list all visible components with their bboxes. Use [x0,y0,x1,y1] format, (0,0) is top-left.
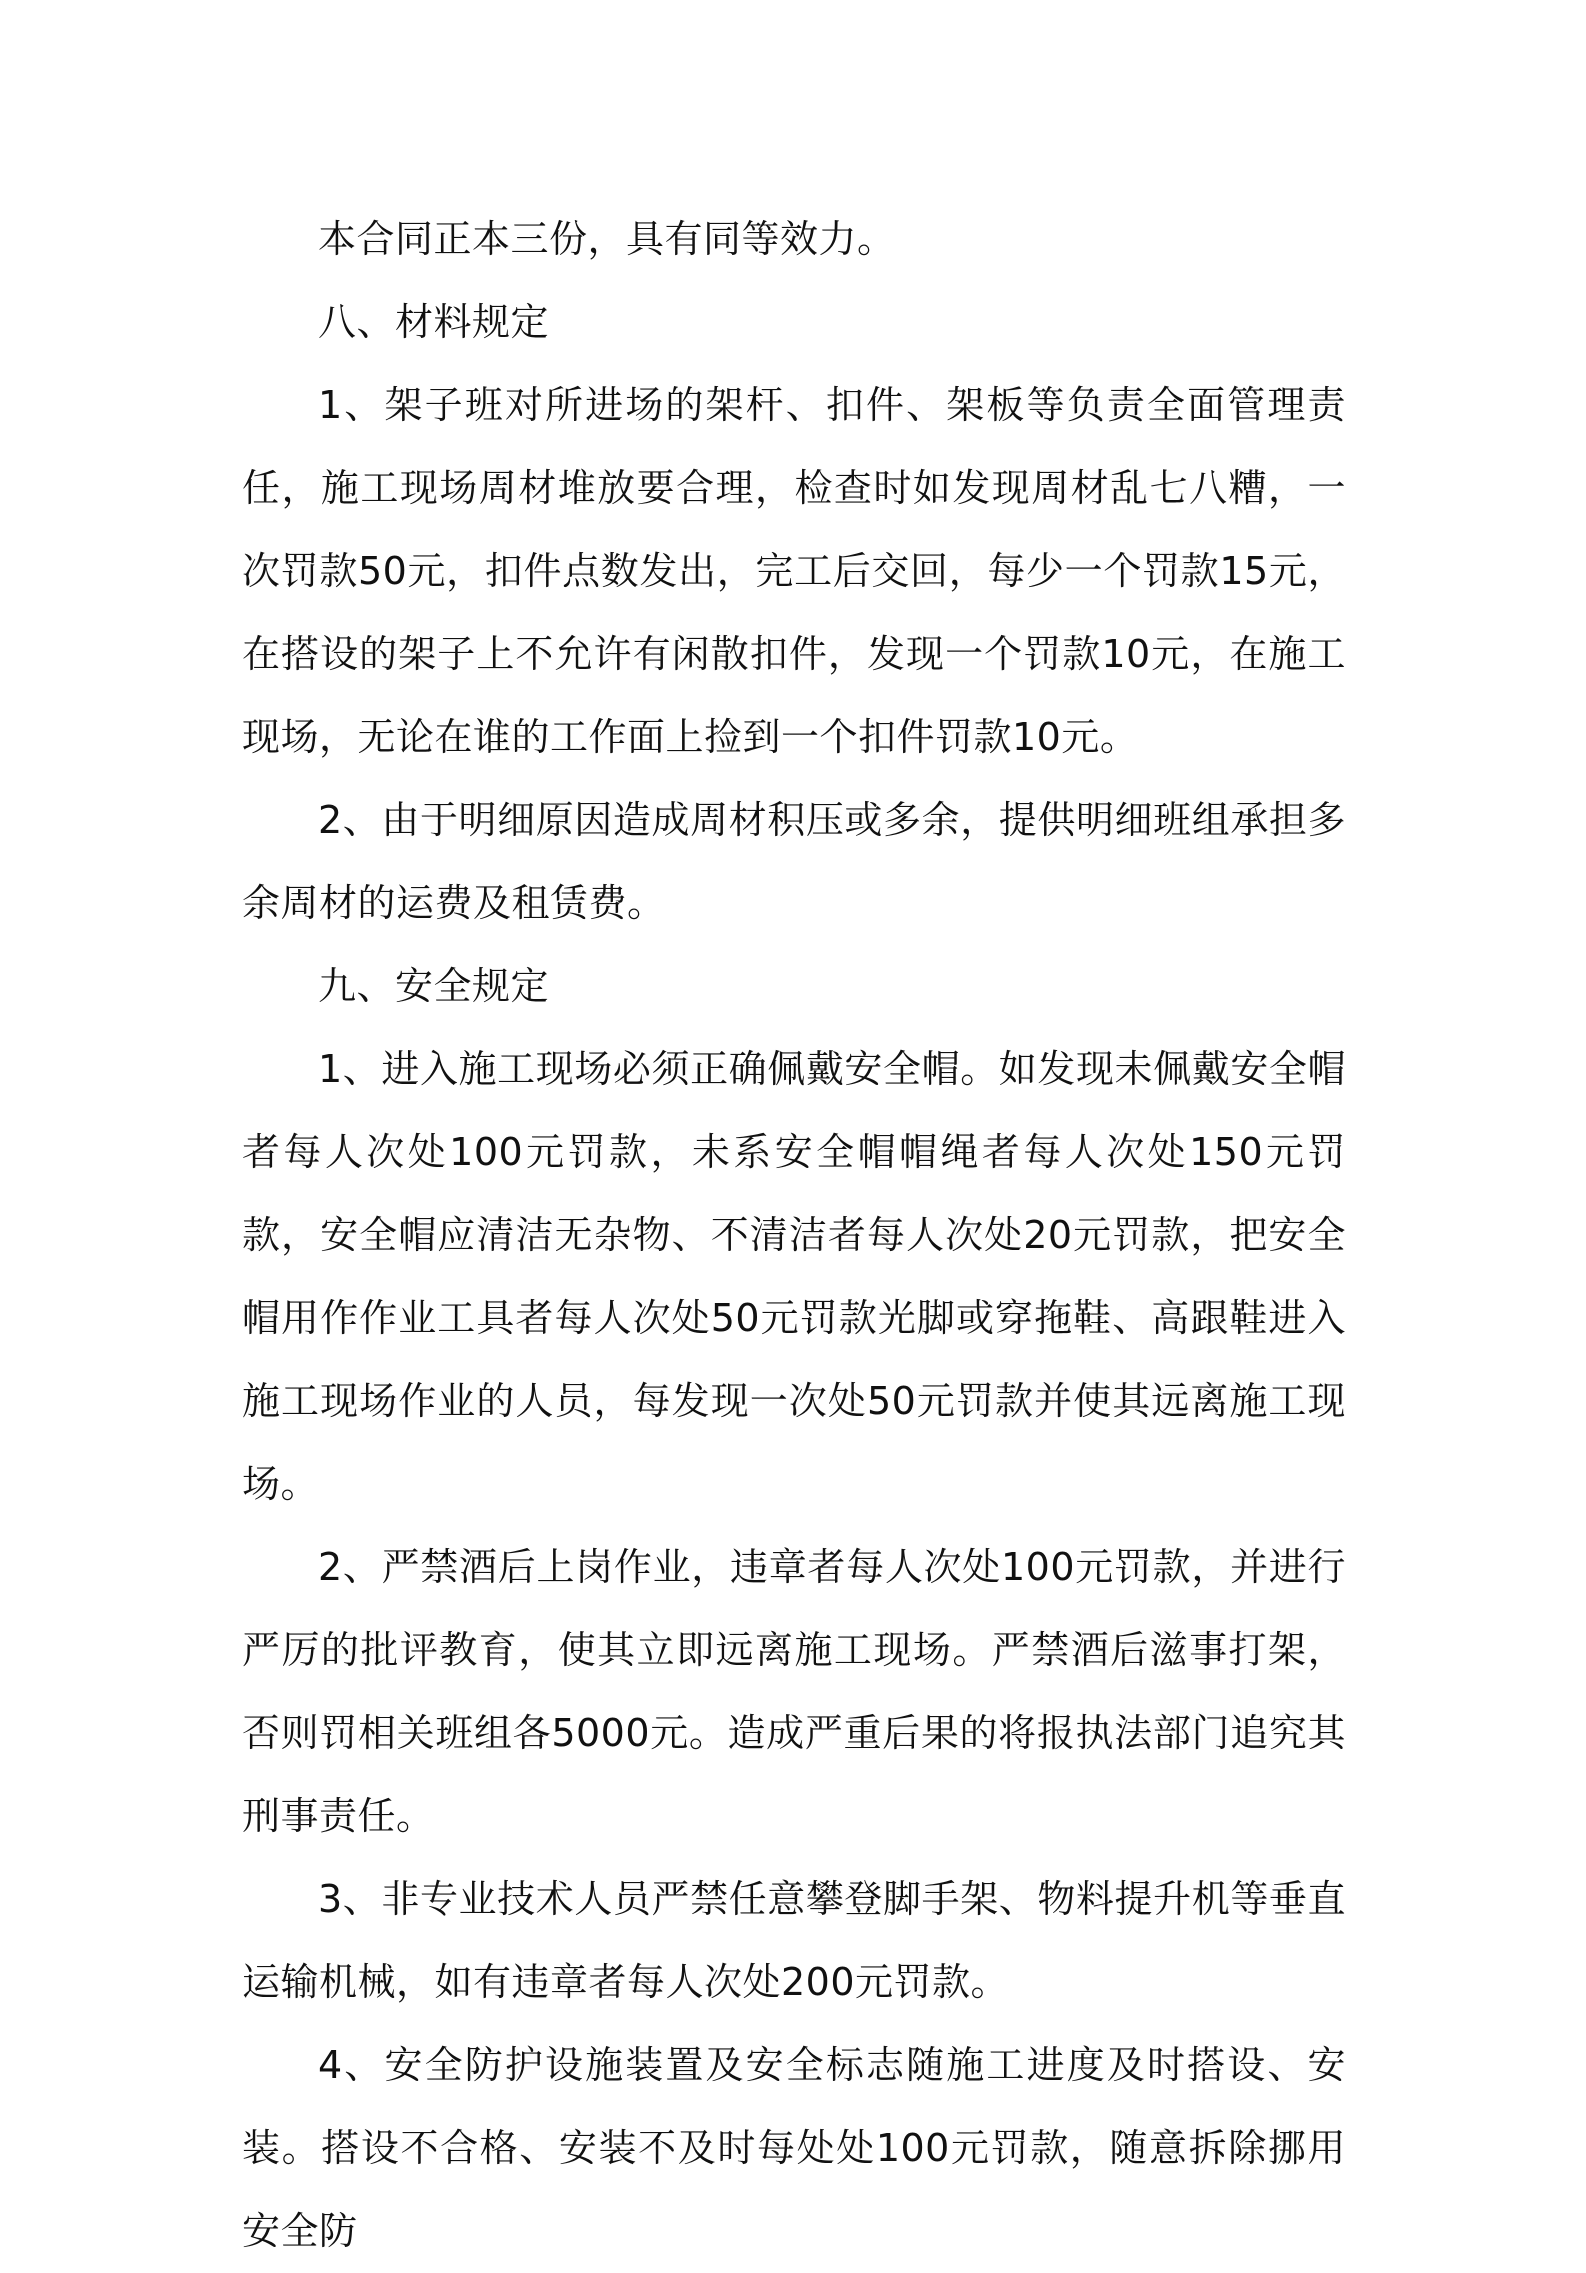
heading-material-rules: 八、材料规定 [318,300,550,344]
paragraph-material-rule-1: 1、架子班对所进场的架杆、扣件、架板等负责全面管理责任，施工现场周材堆放要合理，检查时如发现周材乱七八糟，一次罚款50元，扣件点数发出，完工后交回，每少一个罚款15元，在搭设的架子上不允许有闲散扣件，发现一个罚款10元，在施工现场，无论在谁的工作面上捡到一个扣件罚款10元。 [242,383,1346,759]
paragraph-safety-rule-3: 3、非专业技术人员严禁任意攀登脚手架、物料提升机等垂直运输机械，如有违章者每人次处200元罚款。 [242,1877,1346,2004]
paragraph-material-rule-2: 2、由于明细原因造成周材积压或多余，提供明细班组承担多余周材的运费及租赁费。 [242,798,1346,925]
paragraph-safety-rule-2: 2、严禁酒后上岗作业，违章者每人次处100元罚款，并进行严厉的批评教育，使其立即远离施工现场。严禁酒后滋事打架，否则罚相关班组各5000元。造成严重后果的将报执法部门追究其刑事责任。 [242,1545,1346,1838]
paragraph-safety-rule-4: 4、安全防护设施装置及安全标志随施工进度及时搭设、安装。搭设不合格、安装不及时每处处100元罚款，随意拆除挪用安全防 [242,2043,1346,2253]
document-page [242,198,1346,2273]
paragraph-safety-rule-1: 1、进入施工现场必须正确佩戴安全帽。如发现未佩戴安全帽者每人次处100元罚款，未系安全帽帽绳者每人次处150元罚款，安全帽应清洁无杂物、不清洁者每人次处20元罚款，把安全帽用作作业工具者每人次处50元罚款光脚或穿拖鞋、高跟鞋进入施工现场作业的人员，每发现一次处50元罚款并使其远离施工现场。 [242,1047,1346,1506]
heading-safety-rules: 九、安全规定 [318,964,550,1008]
paragraph-contract-copies: 本合同正本三份，具有同等效力。 [318,217,896,261]
